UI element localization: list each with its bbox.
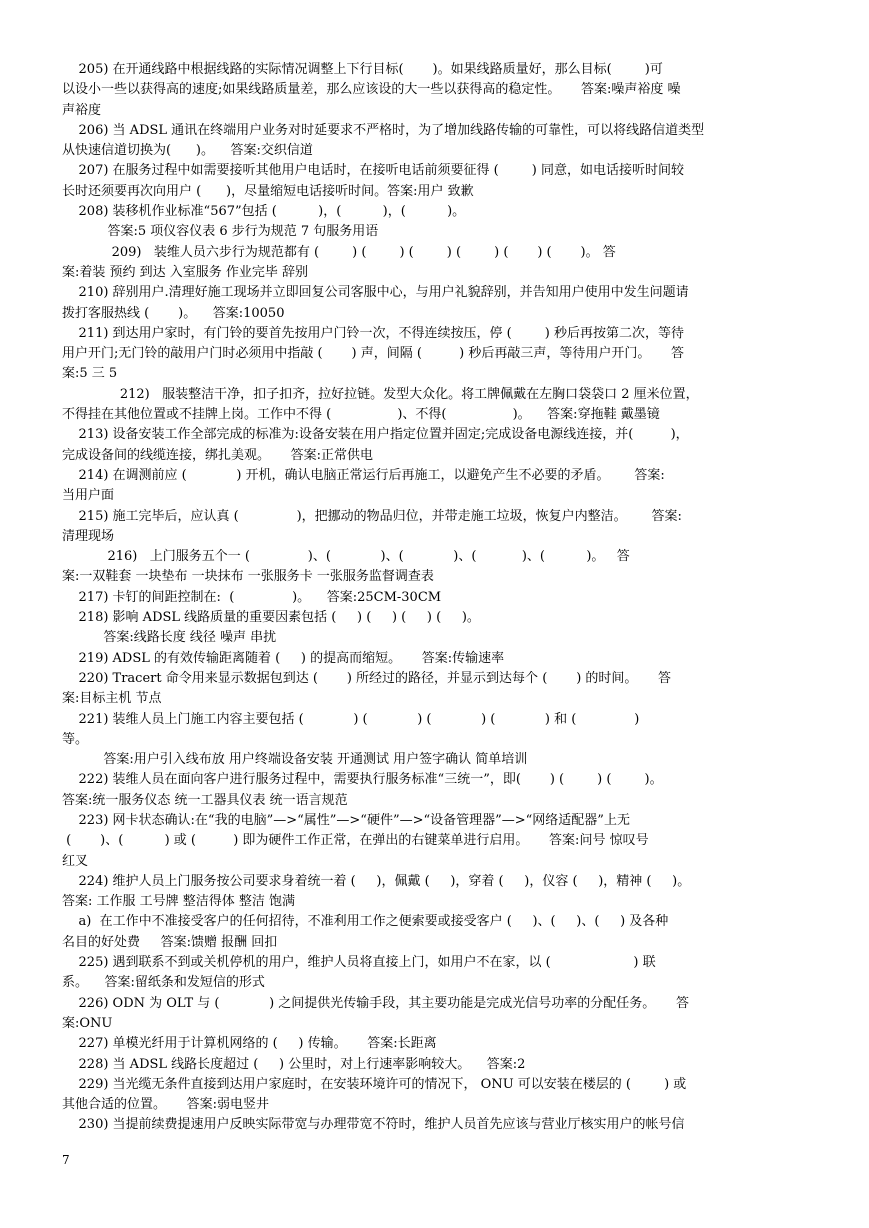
text-line: 清理现场 xyxy=(62,528,115,544)
text-line: 红叉 xyxy=(62,853,89,869)
text-line: 218) 影响 ADSL 线路质量的重要因素包括 ( ) ( ) ( ) ( )。 xyxy=(62,610,480,626)
text-line: 答案:线路长度 线径 噪声 串扰 xyxy=(62,630,277,646)
text-line: 216) 上门服务五个一 ( )、( )、( )、( )、( )。 答 xyxy=(62,549,630,565)
text-line: 212) 服装整洁干净，扣子扣齐，拉好拉链。发型大众化。将工牌佩戴在左胸口袋袋口 2 厘米位置， xyxy=(62,386,699,402)
text-line: 228) 当 ADSL 线路长度超过 ( ) 公里时，对上行速率影响较大。 答案:2 xyxy=(62,1056,526,1072)
text-line: 223) 网卡状态确认:在“我的电脑”—>“属性”—>“硬件”—>“设备管理器”—>“网络适配器”上无 xyxy=(62,812,630,828)
text-line: 案:一双鞋套 一块垫布 一块抹布 一张服务卡 一张服务监督调查表 xyxy=(62,569,434,585)
page-number: 7 xyxy=(62,1153,70,1167)
text-line: 答案:5 项仪容仪表 6 步行为规范 7 句服务用语 xyxy=(62,224,379,240)
text-line: 226) ODN 为 OLT 与 ( ) 之间提供光传输手段，其主要功能是完成光信号功率的分配任务。 答 xyxy=(62,995,689,1011)
text-line: 219) ADSL 的有效传输距离随着 ( ) 的提高而缩短。 答案:传输速率 xyxy=(62,650,505,666)
text-line: 当用户面 xyxy=(62,488,115,504)
text-line: 206) 当 ADSL 通讯在终端用户业务对时延要求不严格时，为了增加线路传输的可靠性，可以将线路信道类型 xyxy=(62,122,705,138)
text-line: 长时还须要再次向用户 ( )，尽量缩短电话接听时间。答案:用户 致歉 xyxy=(62,183,474,199)
text-line: 案:着装 预约 到达 入室服务 作业完毕 辞别 xyxy=(62,264,309,280)
text-line: 拨打客服热线 ( )。 答案:10050 xyxy=(62,305,285,321)
text-line: 以设小一些以获得高的速度;如果线路质量差，那么应该设的大一些以获得高的稳定性。 答案:噪声裕度 噪 xyxy=(62,82,681,98)
text-line: a) 在工作中不准接受客户的任何招待，不准利用工作之便索要或接受客户 ( )、( )、( ) 及各种 xyxy=(62,914,669,930)
text-line: 230) 当提前续费提速用户反映实际带宽与办理带宽不符时，维护人员首先应该与营业厅核实用户的帐号信 xyxy=(62,1117,685,1133)
text-line: 案:5 三 5 xyxy=(62,366,118,382)
text-line: 207) 在服务过程中如需要接听其他用户电话时，在接听电话前须要征得 ( ) 同意，如电话接听时间较 xyxy=(62,163,685,179)
text-line: 213) 设备安装工作全部完成的标准为:设备安装在用户指定位置并固定;完成设备电源线连接，并( )， xyxy=(62,427,689,443)
text-line: 声裕度 xyxy=(62,102,102,118)
text-line: 用户开门;无门铃的敲用户门时必须用中指敲 ( ) 声，间隔 ( ) 秒后再敲三声，等待用户开门。 答 xyxy=(62,346,684,362)
text-line: 214) 在调测前应 ( ) 开机，确认电脑正常运行后再施工，以避免产生不必要的矛盾。 答案: xyxy=(62,467,665,483)
text-line: 案:目标主机 节点 xyxy=(62,691,162,707)
text-line: 210) 辞别用户.清理好施工现场并立即回复公司客服中心，与用户礼貌辞别，并告知用户使用中发生问题请 xyxy=(62,285,689,301)
text-line: 完成设备间的线缆连接，绑扎美观。 答案:正常供电 xyxy=(62,447,374,463)
text-line: 225) 遇到联系不到或关机停机的用户，维护人员将直接上门，如用户不在家，以 ( ) 联 xyxy=(62,955,656,971)
text-line: 229) 当光缆无条件直接到达用户家庭时，在安装环境许可的情况下， ONU 可以安装在楼层的 ( ) 或 xyxy=(62,1076,687,1092)
text-line: 名目的好处费 答案:馈赠 报酬 回扣 xyxy=(62,934,278,950)
text-line: 220) Tracert 命令用来显示数据包到达 ( ) 所经过的路径，并显示到达每个 ( ) 的时间。 答 xyxy=(62,670,672,686)
text-line: 答案:用户引入线布放 用户终端设备安装 开通测试 用户签字确认 简单培训 xyxy=(62,752,528,768)
text-line: 227) 单模光纤用于计算机网络的 ( ) 传输。 答案:长距离 xyxy=(62,1036,437,1052)
text-line: 不得挂在其他位置或不挂牌上岗。工作中不得 ( )、不得( )。 答案:穿拖鞋 戴墨镜 xyxy=(62,407,660,423)
text-line: 209) 装维人员六步行为规范都有 ( ) ( ) ( ) ( ) ( ) ( )。 答 xyxy=(62,244,616,260)
text-line: 系。 答案:留纸条和发短信的形式 xyxy=(62,975,265,991)
text-line: 等。 xyxy=(62,731,89,747)
document-body xyxy=(62,60,810,1136)
text-line: 答案: 工作服 工号牌 整洁得体 整洁 饱满 xyxy=(62,894,296,910)
text-line: ( )、( ) 或 ( ) 即为硬件工作正常，在弹出的右键菜单进行启用。 答案:问号 惊叹号 xyxy=(62,833,649,849)
text-line: 211) 到达用户家时，有门铃的要首先按用户门铃一次，不得连续按压，停 ( ) 秒后再按第二次，等待 xyxy=(62,325,685,341)
text-line: 其他合适的位置。 答案:弱电竖井 xyxy=(62,1097,270,1113)
text-line: 217) 卡钉的间距控制在: ( )。 答案:25CM-30CM xyxy=(62,589,442,605)
text-line: 224) 维护人员上门服务按公司要求身着统一着 ( )，佩戴 ( )，穿着 ( )，仪容 ( )，精神 ( )。 xyxy=(62,873,691,889)
text-line: 221) 装维人员上门施工内容主要包括 ( ) ( ) ( ) ( ) 和 ( ) xyxy=(62,711,640,727)
text-line: 222) 装维人员在面向客户进行服务过程中，需要执行服务标准“三统一”，即( ) ( ) ( )。 xyxy=(62,772,663,788)
text-line: 从快速信道切换为( )。 答案:交织信道 xyxy=(62,143,313,159)
text-line: 215) 施工完毕后，应认真 ( )，把挪动的物品归位，并带走施工垃圾，恢复户内整洁。 答案: xyxy=(62,508,682,524)
text-line: 208) 装移机作业标准“567”包括 ( )，( )，( )。 xyxy=(62,204,466,220)
text-line: 205) 在开通线路中根据线路的实际情况调整上下行目标( )。如果线路质量好，那么目标( )可 xyxy=(62,62,663,77)
text-line: 案:ONU xyxy=(62,1015,113,1031)
text-line: 答案:统一服务仪态 统一工器具仪表 统一语言规范 xyxy=(62,792,348,808)
